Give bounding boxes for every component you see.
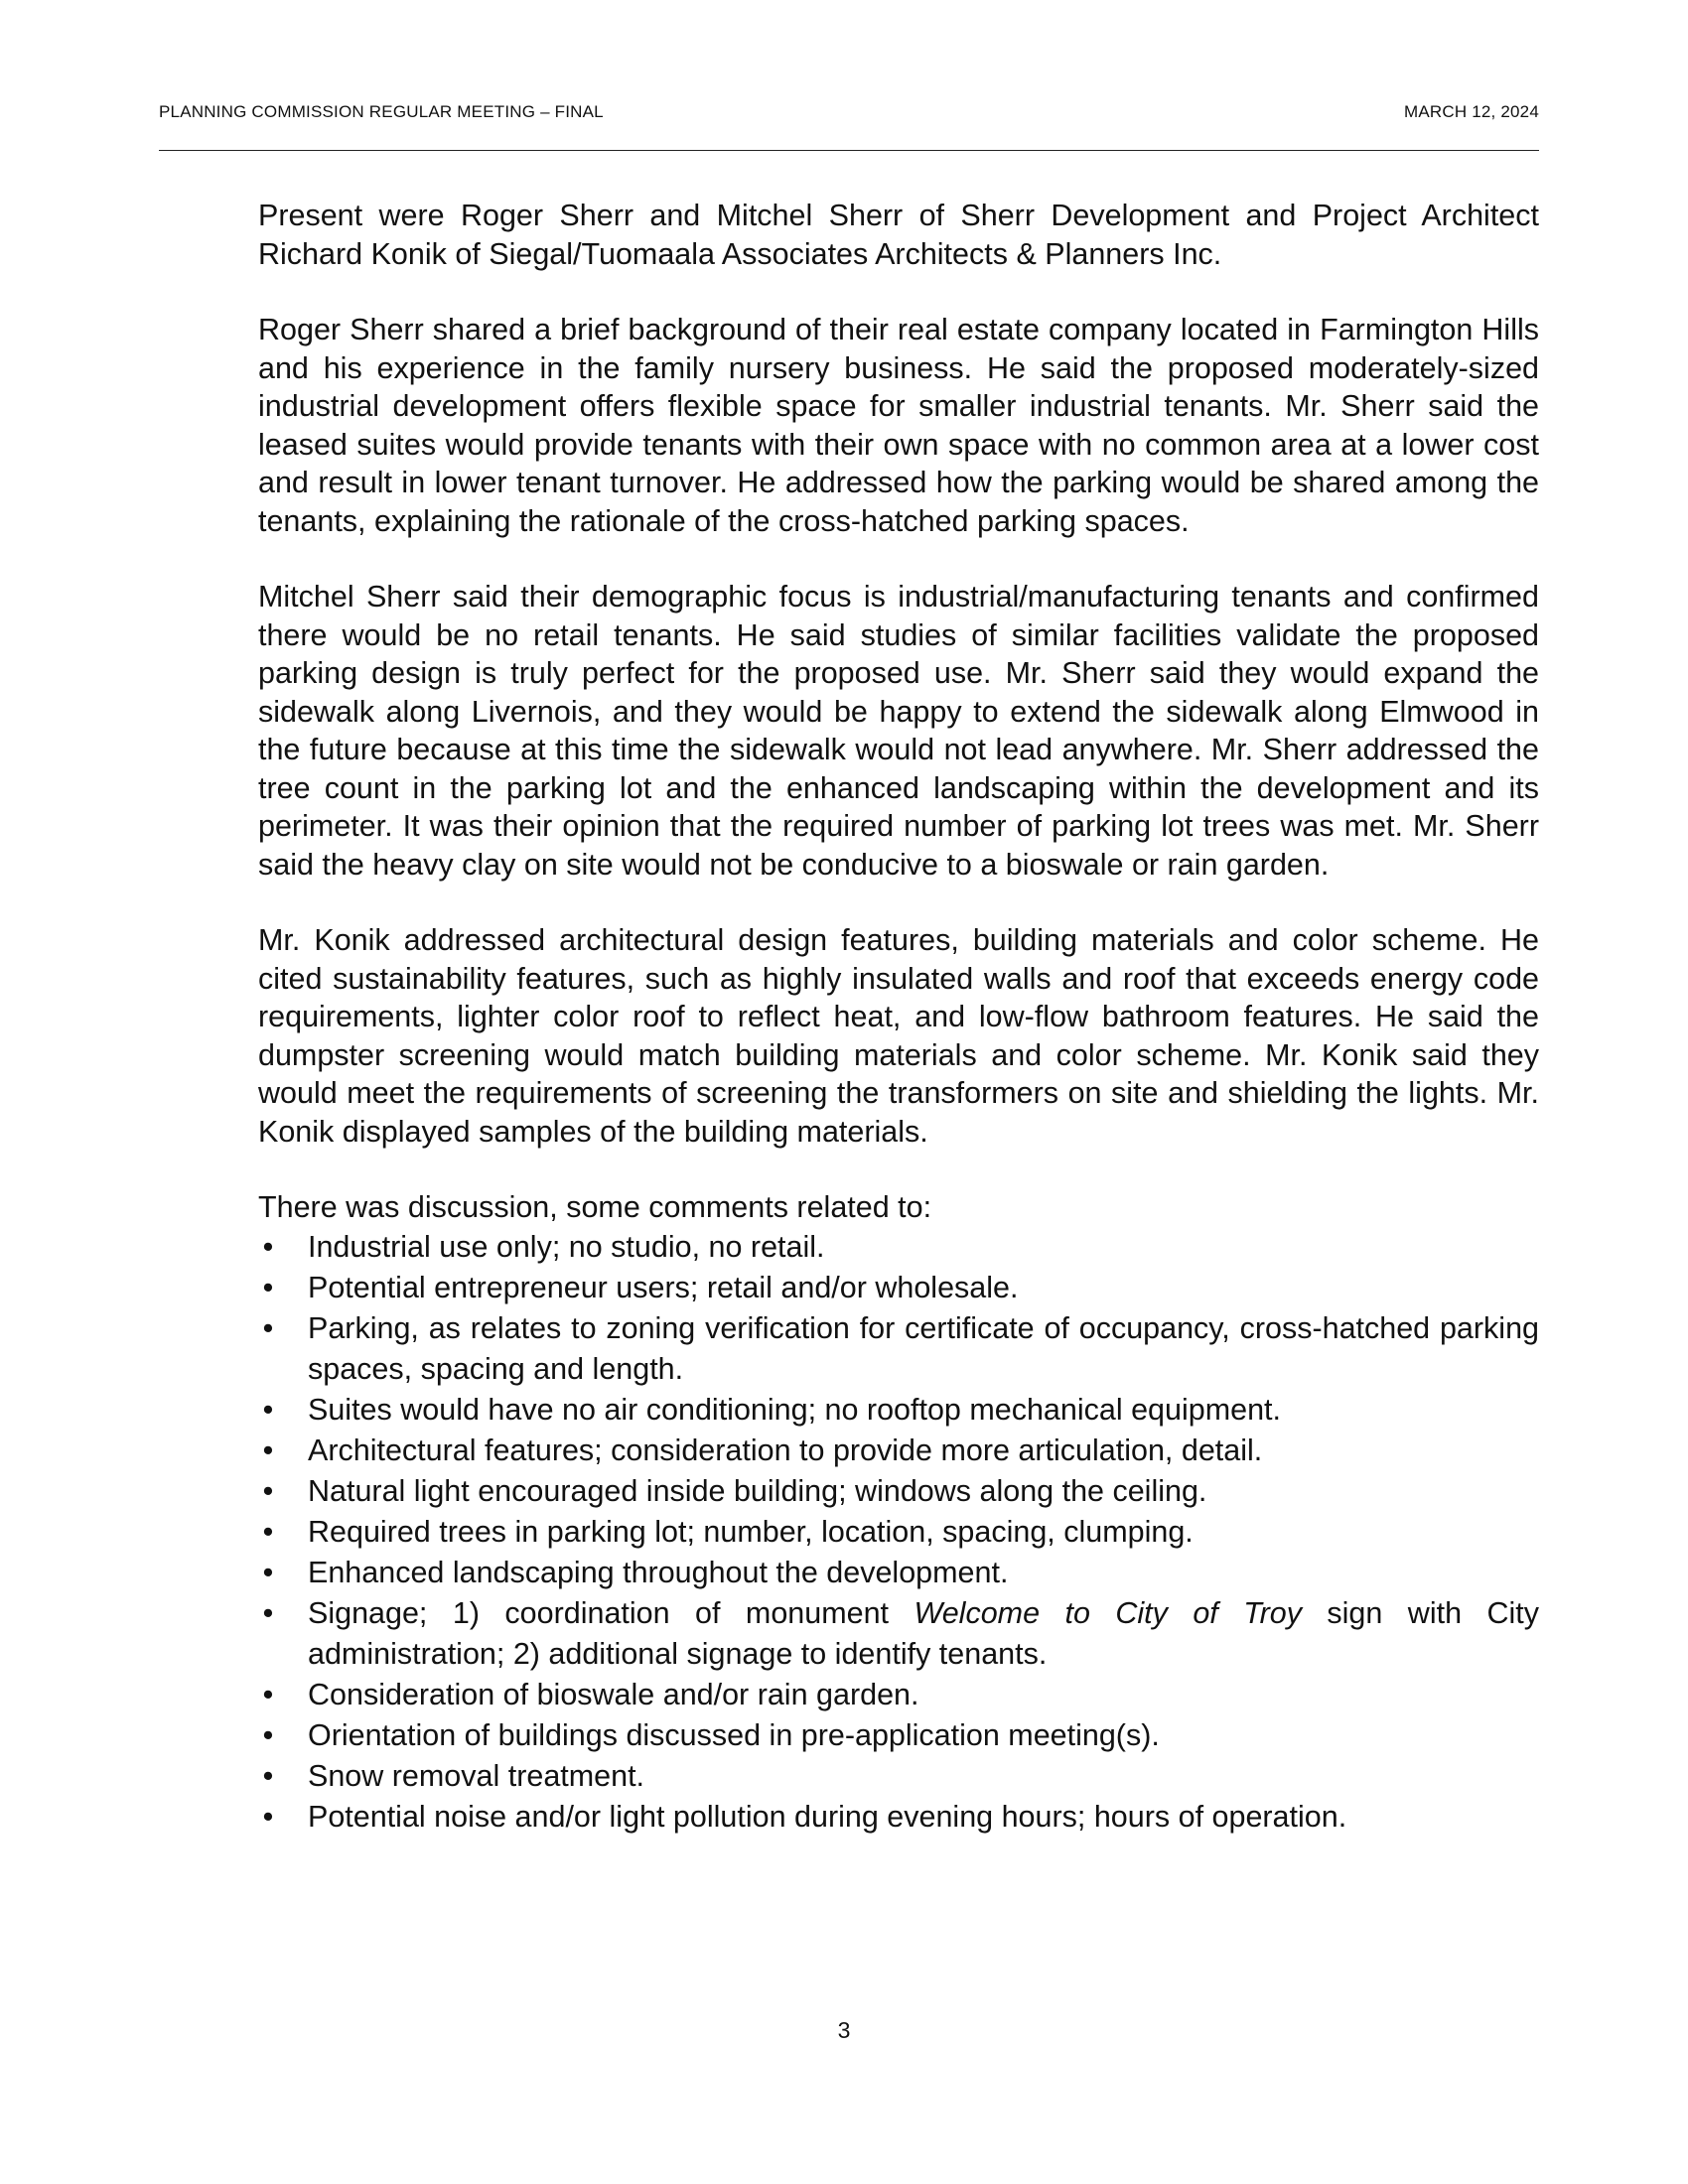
bullet-icon: •	[262, 1270, 274, 1304]
list-item-text: Orientation of buildings discussed in pre-application meeting(s).	[308, 1717, 1160, 1752]
minutes-body	[258, 197, 1539, 1838]
list-item-text: Snow removal treatment.	[308, 1758, 645, 1793]
list-item-text: Natural light encouraged inside building; windows along the ceiling.	[308, 1473, 1207, 1508]
bullet-icon: •	[262, 1392, 274, 1427]
bullet-icon: •	[262, 1799, 274, 1834]
paragraph-attendees: Present were Roger Sherr and Mitchel Sherr of Sherr Development and Project Architect Richard Konik of Siegal/Tuomaala Associates Architects & Planners Inc.	[258, 199, 1539, 271]
list-item	[258, 1431, 1539, 1471]
list-item-text: Consideration of bioswale and/or rain garden.	[308, 1677, 919, 1711]
bullet-icon: •	[262, 1433, 274, 1467]
header-date: MARCH 12, 2024	[1403, 102, 1539, 121]
bullet-icon: •	[262, 1473, 274, 1508]
list-item-text: Architectural features; consideration to provide more articulation, detail.	[308, 1433, 1263, 1467]
list-item-text: Industrial use only; no studio, no retail.	[308, 1229, 825, 1264]
list-item-text: Enhanced landscaping throughout the development.	[308, 1555, 1009, 1589]
paragraph-konik: Mr. Konik addressed architectural design features, building materials and color scheme. He cited sustainability features, such as highly insulated walls and roof that exceeds energy code requirements, lighter color roof to reflect heat, and low-flow bathroom features. He said the dumpster screening would match building materials and color scheme. Mr. Konik said they would meet the requirements of screening the transformers on site and shielding the lights. Mr. Konik displayed samples of the building materials.	[258, 923, 1539, 1149]
bullet-icon: •	[262, 1595, 274, 1630]
list-item	[258, 1675, 1539, 1715]
list-item	[258, 1553, 1539, 1593]
discussion-list	[258, 1227, 1539, 1838]
list-item	[258, 1797, 1539, 1838]
list-item	[258, 1308, 1539, 1390]
list-item-text: Potential noise and/or light pollution during evening hours; hours of operation.	[308, 1799, 1347, 1834]
list-item	[258, 1227, 1539, 1268]
list-item-text: Suites would have no air conditioning; no rooftop mechanical equipment.	[308, 1392, 1282, 1427]
list-item	[258, 1715, 1539, 1756]
list-item-text: Required trees in parking lot; number, location, spacing, clumping.	[308, 1514, 1194, 1549]
bullet-icon: •	[262, 1717, 274, 1752]
bullet-icon: •	[262, 1758, 274, 1793]
header-meeting-title: PLANNING COMMISSION REGULAR MEETING – FINAL	[159, 102, 604, 121]
bullet-icon: •	[262, 1310, 274, 1345]
list-item-text: Potential entrepreneur users; retail and/or wholesale.	[308, 1270, 1019, 1304]
paragraph-roger-sherr: Roger Sherr shared a brief background of their real estate company located in Farmington Hills and his experience in the family nursery business. He said the proposed moderately-sized industrial development offers flexible space for smaller industrial tenants. Mr. Sherr said the leased suites would provide tenants with their own space with no common area at a lower cost and result in lower tenant turnover. He addressed how the parking would be shared among the tenants, explaining the rationale of the cross-hatched parking spaces.	[258, 313, 1539, 538]
signage-text-after: sign with City administration; 2) additional signage to identify tenants.	[308, 1595, 1540, 1671]
list-item-text: Parking, as relates to zoning verification for certificate of occupancy, cross-hatched parking spaces, spacing and length.	[308, 1310, 1539, 1386]
signage-sign-name: Welcome to City of Troy	[914, 1595, 1302, 1630]
bullet-icon: •	[262, 1677, 274, 1711]
bullet-icon: •	[262, 1229, 274, 1264]
list-item	[258, 1756, 1539, 1797]
paragraph-mitchel-sherr: Mitchel Sherr said their demographic focus is industrial/manufacturing tenants and confirmed there would be no retail tenants. He said studies of similar facilities validate the proposed parking design is truly perfect for the proposed use. Mr. Sherr said they would expand the sidewalk along Livernois, and they would be happy to extend the sidewalk along Elmwood in the future because at this time the sidewalk would not lead anywhere. Mr. Sherr addressed the tree count in the parking lot and the enhanced landscaping within the development and its perimeter. It was their opinion that the required number of parking lot trees was met. Mr. Sherr said the heavy clay on site would not be conducive to a bioswale or rain garden.	[258, 580, 1539, 882]
page-number: 3	[837, 2017, 851, 2043]
discussion-intro: There was discussion, some comments related to:	[258, 1190, 932, 1224]
page-header	[159, 102, 1539, 151]
list-item	[258, 1512, 1539, 1553]
list-item-signage	[258, 1593, 1539, 1675]
signage-text-before: Signage; 1) coordination of monument	[308, 1595, 914, 1630]
list-item	[258, 1268, 1539, 1308]
list-item	[258, 1471, 1539, 1512]
list-item	[258, 1390, 1539, 1431]
bullet-icon: •	[262, 1514, 274, 1549]
bullet-icon: •	[262, 1555, 274, 1589]
